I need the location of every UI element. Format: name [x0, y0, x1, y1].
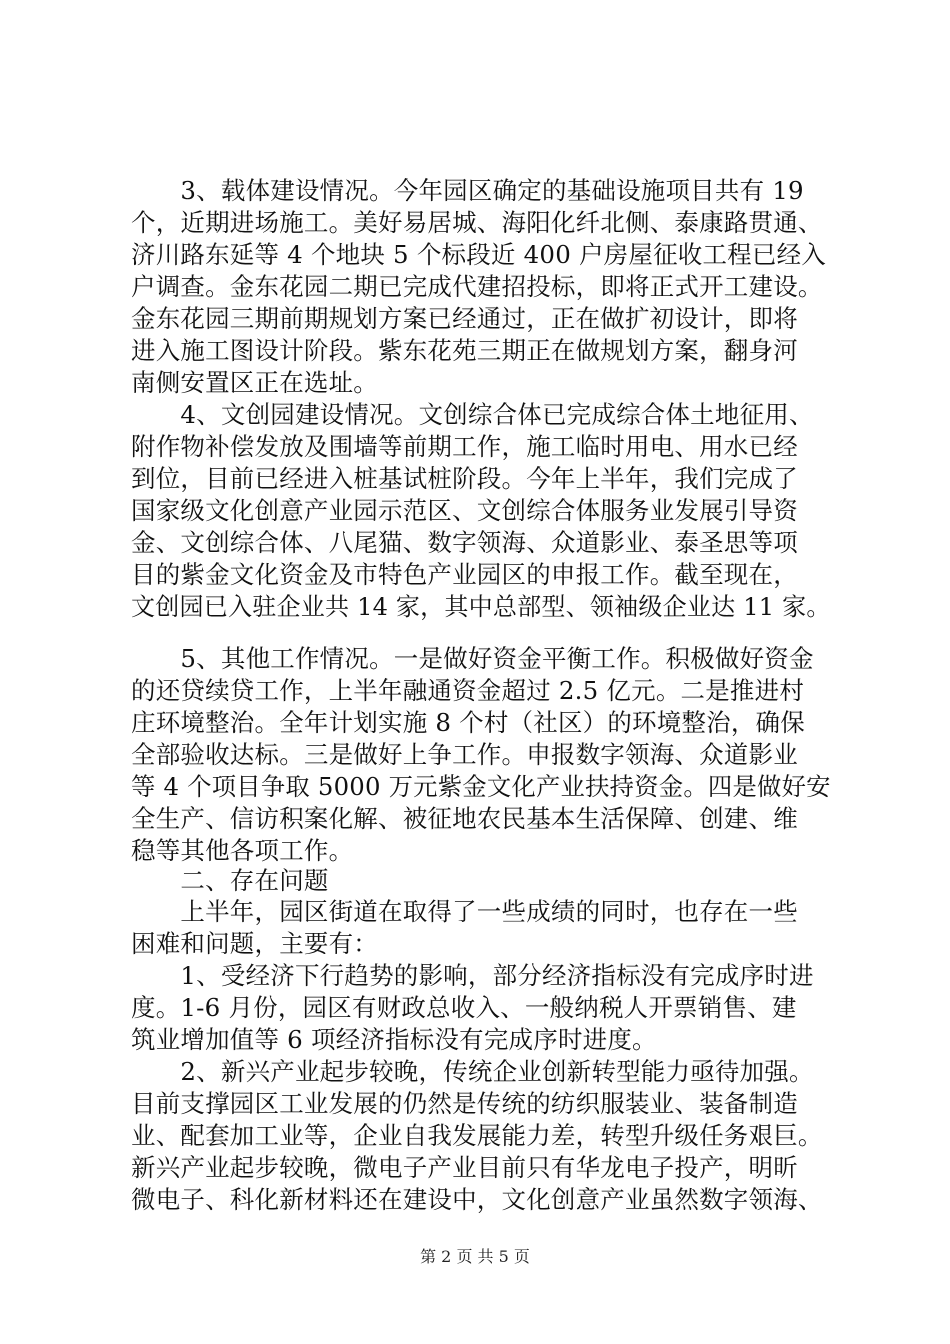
text-line: 户调查。金东花园二期已完成代建招投标，即将正式开工建设。 [131, 272, 823, 301]
text-line: 全部验收达标。三是做好上争工作。申报数字领海、众道影业 [131, 740, 798, 769]
text-line: 筑业增加值等 6 项经济指标没有完成序时进度。 [131, 1025, 657, 1054]
text-line: 济川路东延等 4 个地块 5 个标段近 400 户房屋征收工程已经入 [131, 240, 826, 269]
text-line: 金东花园三期前期规划方案已经通过，正在做扩初设计，即将 [131, 304, 798, 333]
text-line: 目前支撑园区工业发展的仍然是传统的纺织服装业、装备制造 [131, 1089, 798, 1118]
text-line: 的还贷续贷工作，上半年融通资金超过 2.5 亿元。二是推进村 [131, 676, 805, 705]
text-line: 目的紫金文化资金及市特色产业园区的申报工作。截至现在， [131, 560, 798, 589]
text-line: 稳等其他各项工作。 [131, 836, 354, 865]
text-line: 上半年，园区街道在取得了一些成绩的同时，也存在一些 [131, 897, 798, 926]
text-line: 新兴产业起步较晚，微电子产业目前只有华龙电子投产，明昕 [131, 1153, 798, 1182]
text-line: 到位，目前已经进入桩基试桩阶段。今年上半年，我们完成了 [131, 464, 798, 493]
text-line: 5、其他工作情况。一是做好资金平衡工作。积极做好资金 [131, 644, 814, 673]
text-line: 1、受经济下行趋势的影响，部分经济指标没有完成序时进 [131, 961, 814, 990]
text-line: 金、文创综合体、八尾猫、数字领海、众道影业、泰圣思等项 [131, 528, 798, 557]
text-line: 4、文创园建设情况。文创综合体已完成综合体土地征用、 [131, 400, 814, 429]
text-line: 业、配套加工业等，企业自我发展能力差，转型升级任务艰巨。 [131, 1121, 823, 1150]
text-line: 南侧安置区正在选址。 [131, 368, 378, 397]
text-line: 3、载体建设情况。今年园区确定的基础设施项目共有 19 [131, 176, 804, 205]
text-line: 全生产、信访积案化解、被征地农民基本生活保障、创建、维 [131, 804, 798, 833]
text-line: 度。1-6 月份，园区有财政总收入、一般纳税人开票销售、建 [131, 993, 797, 1022]
text-line: 困难和问题，主要有： [131, 929, 378, 958]
section-heading: 二、存在问题 [131, 866, 329, 895]
text-line: 附作物补偿发放及围墙等前期工作，施工临时用电、用水已经 [131, 432, 798, 461]
text-line: 个，近期进场施工。美好易居城、海阳化纤北侧、泰康路贯通、 [131, 208, 823, 237]
text-line: 国家级文化创意产业园示范区、文创综合体服务业发展引导资 [131, 496, 798, 525]
text-line: 等 4 个项目争取 5000 万元紫金文化产业扶持资金。四是做好安 [131, 772, 831, 801]
text-line: 2、新兴产业起步较晚，传统企业创新转型能力亟待加强。 [131, 1057, 814, 1086]
text-line: 文创园已入驻企业共 14 家，其中总部型、领袖级企业达 11 家。 [131, 592, 831, 621]
text-line: 微电子、科化新材料还在建设中，文化创意产业虽然数字领海、 [131, 1185, 823, 1214]
text-line: 进入施工图设计阶段。紫东花苑三期正在做规划方案，翻身河 [131, 336, 798, 365]
text-line: 庄环境整治。全年计划实施 8 个村（社区）的环境整治，确保 [131, 708, 805, 737]
page-number-footer: 第 2 页 共 5 页 [420, 1247, 530, 1266]
